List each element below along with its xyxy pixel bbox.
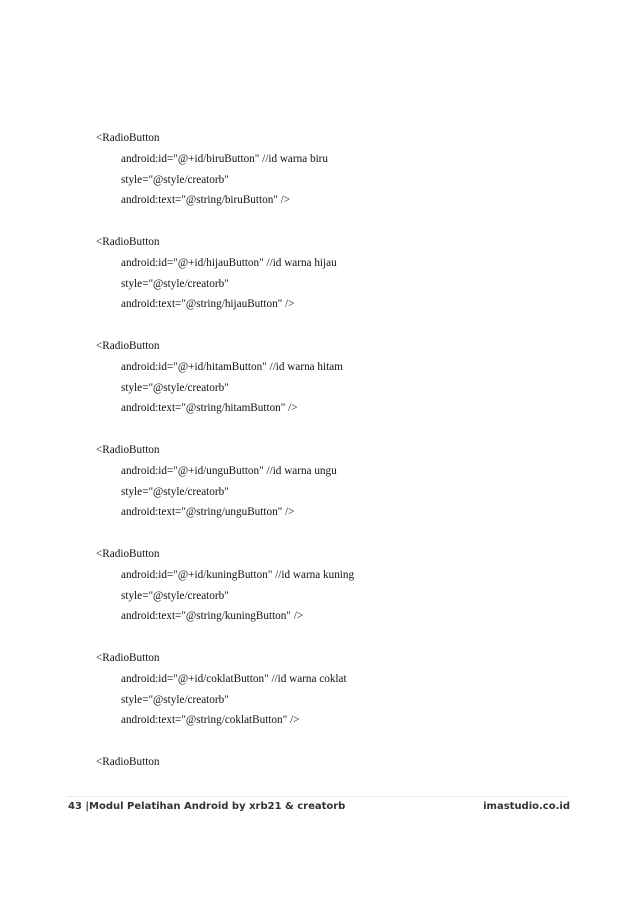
code-attribute-line: android:text="@string/coklatButton" /> [121, 714, 300, 727]
code-attribute-line: android:id="@+id/biruButton" //id warna biru [121, 152, 328, 165]
code-attribute-line: style="@style/creatorb" [121, 589, 229, 602]
code-attribute-line: android:id="@+id/kuningButton" //id warna kuning [121, 568, 355, 581]
code-attribute-line: style="@style/creatorb" [121, 485, 229, 498]
code-tag-line: <RadioButton [96, 547, 160, 560]
code-attribute-line: android:text="@string/hijauButton" /> [121, 298, 295, 311]
code-tag-line: <RadioButton [96, 651, 160, 664]
code-tag-line: <RadioButton [96, 132, 160, 144]
code-blank-line [0, 315, 638, 336]
code-attribute-line: android:id="@+id/hitamButton" //id warna hitam [121, 360, 343, 373]
code-blank-line [0, 731, 638, 752]
code-blank-line [0, 627, 638, 648]
code-tag-line: <RadioButton [96, 235, 160, 248]
code-attribute-line: android:text="@string/unguButton" /> [121, 506, 295, 519]
code-blank-line [0, 419, 638, 440]
code-tag-line: <RadioButton [96, 443, 160, 456]
code-attribute-line: android:text="@string/biruButton" /> [121, 194, 291, 207]
code-attribute-line: style="@style/creatorb" [121, 693, 229, 706]
code-listing [0, 128, 638, 773]
code-attribute-line: android:text="@string/kuningButton" /> [121, 610, 304, 623]
code-attribute-line: android:id="@+id/coklatButton" //id warna coklat [121, 672, 347, 685]
footer-website: imastudio.co.id [483, 801, 570, 812]
code-attribute-line: android:id="@+id/unguButton" //id warna ungu [121, 464, 337, 477]
code-attribute-line: android:id="@+id/hijauButton" //id warna hijau [121, 256, 337, 269]
code-attribute-line: style="@style/creatorb" [121, 277, 229, 290]
code-attribute-line: style="@style/creatorb" [121, 173, 229, 186]
code-blank-line [0, 523, 638, 544]
code-tag-line: <RadioButton [96, 755, 160, 768]
code-tag-line: <RadioButton [96, 339, 160, 352]
page-footer [68, 796, 570, 812]
code-attribute-line: android:text="@string/hitamButton" /> [121, 402, 298, 415]
code-blank-line [0, 211, 638, 232]
code-attribute-line: style="@style/creatorb" [121, 381, 229, 394]
footer-page-title: 43 |Modul Pelatihan Android by xrb21 & creatorb [68, 801, 346, 812]
